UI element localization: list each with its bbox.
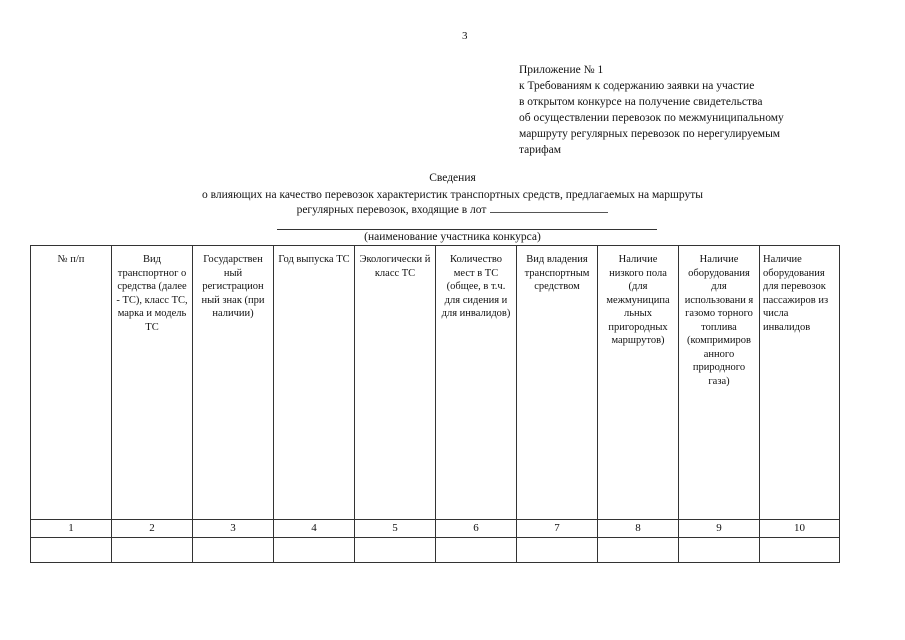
table-header-cell: Наличие оборудования для перевозок пассажиров из числа инвалидов [760, 246, 840, 520]
participant-caption: (наименование участника конкурса) [364, 231, 541, 243]
appendix-line: об осуществлении перевозок по межмуниципальному [519, 112, 784, 124]
column-number: 9 [679, 520, 760, 538]
participant-name-blank [277, 229, 657, 230]
table-cell [598, 538, 679, 563]
table-header-cell: Наличие низкого пола (для межмуниципа льных пригородных маршрутов) [598, 246, 679, 520]
column-number: 8 [598, 520, 679, 538]
appendix-line: в открытом конкурсе на получение свидетельства [519, 96, 763, 108]
appendix-line: Приложение № 1 [519, 64, 604, 76]
column-number: 5 [355, 520, 436, 538]
page-number: 3 [462, 30, 468, 42]
table-cell [436, 538, 517, 563]
column-number: 7 [517, 520, 598, 538]
table-cell [355, 538, 436, 563]
document-title: Сведения [429, 172, 476, 184]
appendix-line: к Требованиям к содержанию заявки на участие [519, 80, 755, 92]
vehicle-characteristics-table [30, 245, 840, 563]
document-subtitle-lot-line [0, 202, 905, 218]
appendix-line: тарифам [519, 144, 562, 156]
table-header-cell: № п/п [31, 246, 112, 520]
table-cell [274, 538, 355, 563]
table-row [31, 538, 840, 563]
table-cell [517, 538, 598, 563]
column-number-row [31, 520, 840, 538]
table-cell [31, 538, 112, 563]
table-header-cell: Экологически й класс ТС [355, 246, 436, 520]
table-cell [679, 538, 760, 563]
table-header-cell: Вид владения транспортным средством [517, 246, 598, 520]
table-cell [193, 538, 274, 563]
table-header-cell: Наличие оборудования для использовани я газомо торного топлива (компримиров анного природного газа) [679, 246, 760, 520]
column-number: 2 [112, 520, 193, 538]
column-number: 3 [193, 520, 274, 538]
table-header-cell: Государствен ный регистрацион ный знак (при наличии) [193, 246, 274, 520]
table-header-cell: Год выпуска ТС [274, 246, 355, 520]
lot-number-blank [490, 202, 608, 213]
lot-text: регулярных перевозок, входящие в лот [296, 204, 487, 216]
column-number: 6 [436, 520, 517, 538]
column-number: 4 [274, 520, 355, 538]
table-header-cell: Количество мест в ТС (общее, в т.ч. для сидения и для инвалидов) [436, 246, 517, 520]
table-cell [112, 538, 193, 563]
table-cell [760, 538, 840, 563]
column-number: 1 [31, 520, 112, 538]
column-number: 10 [760, 520, 840, 538]
appendix-block [519, 62, 859, 158]
table-header-cell: Вид транспортног о средства (далее - ТС), класс ТС, марка и модель ТС [112, 246, 193, 520]
document-subtitle-line: о влияющих на качество перевозок характеристик транспортных средств, предлагаемых на маршруты [202, 189, 703, 201]
appendix-line: маршруту регулярных перевозок по нерегулируемым [519, 128, 781, 140]
table-header-row [31, 246, 840, 520]
